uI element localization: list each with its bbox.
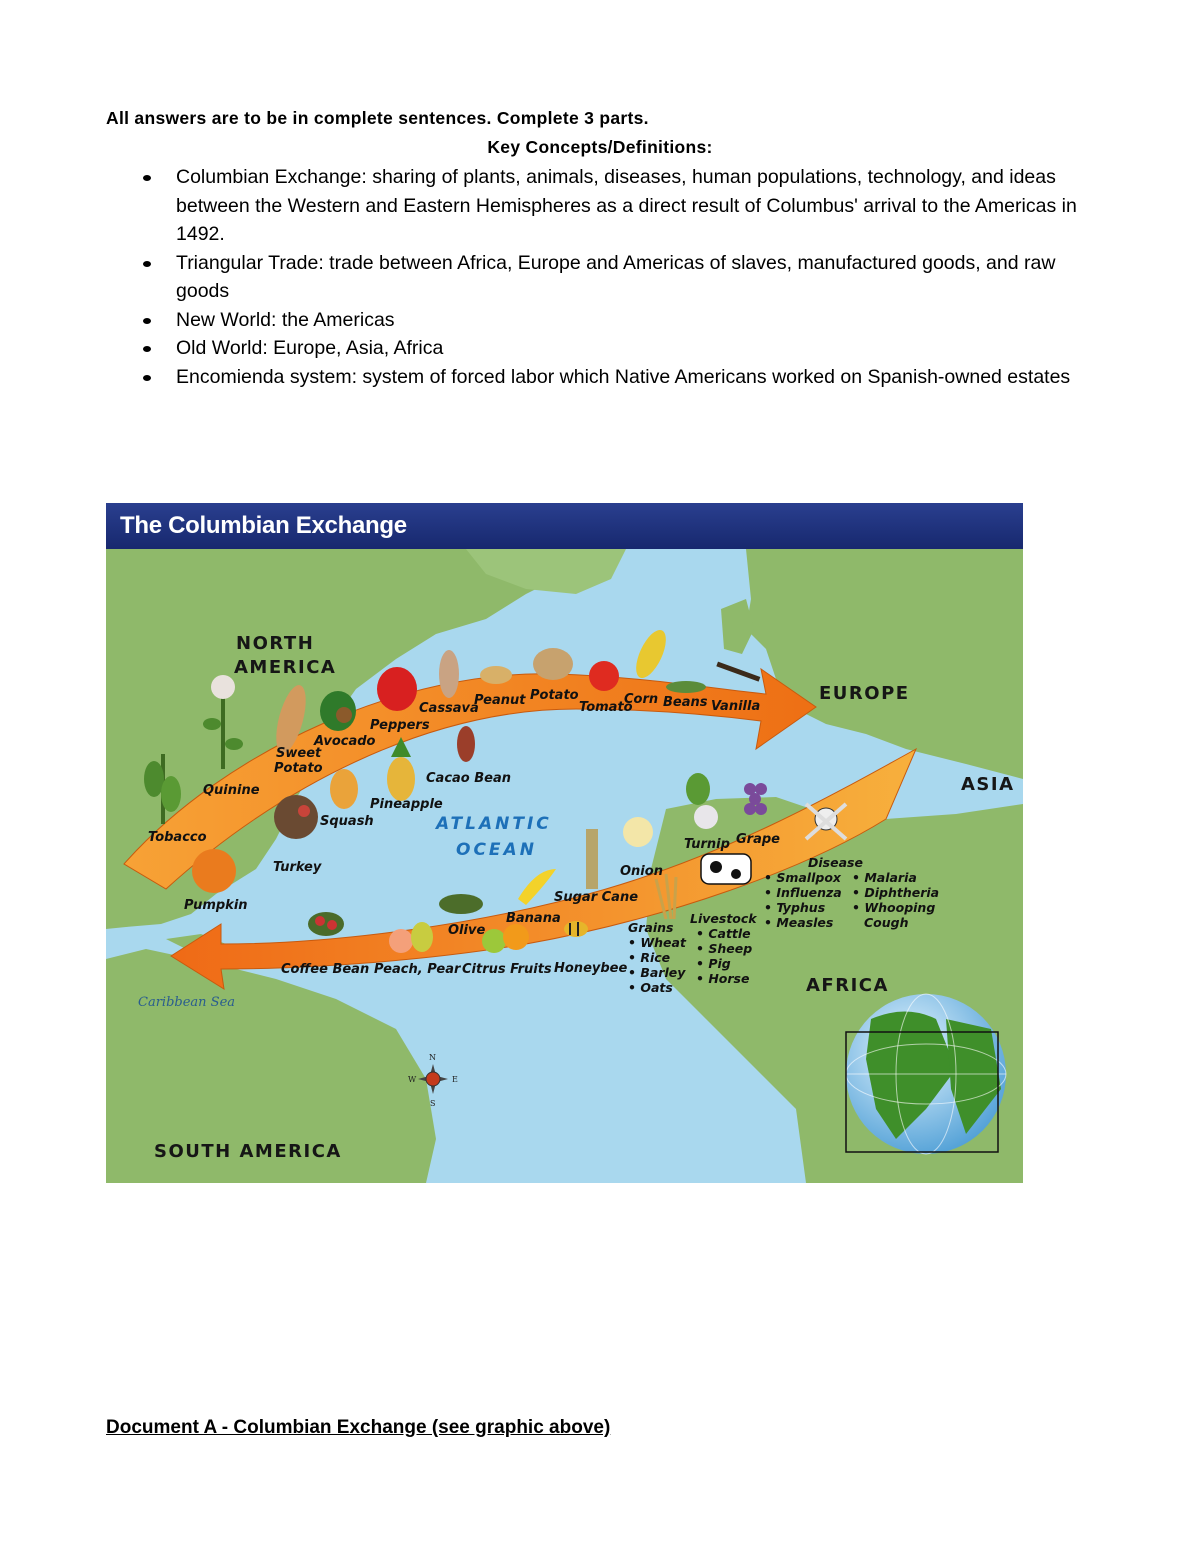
potato-icon <box>533 648 573 680</box>
definition-columbian-exchange: Columbian Exchange: sharing of plants, animals, diseases, human populations, technology, and ideas between the Western and Eastern Hemispheres as a direct result of Columbus' arrival to the Americas in 1492. <box>140 163 1100 249</box>
label-grape: Grape <box>736 832 780 847</box>
pumpkin-icon <box>192 849 236 893</box>
label-south-america: SOUTH AMERICA <box>154 1141 342 1162</box>
compass-w: W <box>408 1075 417 1084</box>
label-peach-pear: Peach, Pear <box>374 962 461 977</box>
key-concepts-title: Key Concepts/Definitions: <box>487 137 713 157</box>
livestock-cattle: • Cattle <box>696 926 751 941</box>
cacao-icon <box>457 726 475 762</box>
label-sugar-cane: Sugar Cane <box>554 890 639 905</box>
label-tobacco: Tobacco <box>148 830 207 845</box>
globe-icon <box>846 994 1006 1154</box>
livestock-sheep: • Sheep <box>696 941 753 956</box>
map-graphic <box>106 549 1023 1183</box>
definition-old-world: Old World: Europe, Asia, Africa <box>140 334 1100 363</box>
label-peanut: Peanut <box>474 693 526 708</box>
disease-typhus: • Typhus <box>764 900 826 915</box>
peppers-icon <box>377 667 417 711</box>
label-coffee: Coffee Bean <box>281 962 370 977</box>
label-avocado: Avocado <box>314 734 376 749</box>
label-north: NORTH <box>236 633 315 654</box>
label-grains: Grains <box>628 920 674 935</box>
label-ocean: OCEAN <box>456 840 537 860</box>
label-africa: AFRICA <box>806 975 889 996</box>
compass-n: N <box>429 1053 436 1062</box>
label-beans: Beans <box>663 695 708 710</box>
label-atlantic: ATLANTIC <box>436 814 552 834</box>
honeybee-icon <box>564 921 588 937</box>
label-europe: EUROPE <box>819 683 910 704</box>
label-turkey: Turkey <box>273 860 322 875</box>
label-asia: ASIA <box>961 774 1015 795</box>
beans-icon <box>666 681 706 693</box>
map-title: The Columbian Exchange <box>120 512 407 539</box>
disease-whooping: • Whooping <box>852 900 936 915</box>
label-potato-sweet: Potato <box>274 761 323 776</box>
cow-icon <box>701 854 751 884</box>
label-squash: Squash <box>320 814 374 829</box>
grain-barley: • Barley <box>628 965 686 980</box>
olive-icon <box>439 894 483 914</box>
compass-s: S <box>430 1099 436 1108</box>
label-pumpkin: Pumpkin <box>184 898 248 913</box>
instructions: All answers are to be in complete sentences. Complete 3 parts. <box>106 108 649 128</box>
definition-encomienda: Encomienda system: system of forced labor which Native Americans worked on Spanish-owned estates <box>140 363 1100 392</box>
label-banana: Banana <box>506 911 561 926</box>
label-quinine: Quinine <box>203 783 260 798</box>
disease-influenza: • Influenza <box>764 885 842 900</box>
label-onion: Onion <box>620 864 663 879</box>
onion-icon <box>623 817 653 847</box>
disease-malaria: • Malaria <box>852 870 917 885</box>
definitions-list <box>140 163 1100 391</box>
livestock-horse: • Horse <box>696 971 750 986</box>
label-disease: Disease <box>808 855 863 870</box>
squash-icon <box>330 769 358 809</box>
label-livestock: Livestock <box>690 911 757 926</box>
disease-measles: • Measles <box>764 915 834 930</box>
disease-diphtheria: • Diphtheria <box>852 885 940 900</box>
avocado-icon <box>320 691 356 731</box>
label-cacao: Cacao Bean <box>426 771 512 786</box>
compass-e: E <box>452 1075 458 1084</box>
label-citrus: Citrus Fruits <box>462 962 552 977</box>
label-honeybee: Honeybee <box>554 961 628 976</box>
peanut-icon <box>480 666 512 684</box>
label-peppers: Peppers <box>370 718 430 733</box>
grain-oats: • Oats <box>628 980 673 995</box>
label-tomato: Tomato <box>579 700 633 715</box>
turkey-icon <box>274 795 318 839</box>
label-olive: Olive <box>448 923 486 938</box>
label-america: AMERICA <box>234 657 337 678</box>
disease-cough: Cough <box>864 915 909 930</box>
label-cassava: Cassava <box>419 701 479 716</box>
grain-wheat: • Wheat <box>628 935 686 950</box>
label-vanilla: Vanilla <box>711 699 761 714</box>
definition-new-world: New World: the Americas <box>140 306 1100 335</box>
label-corn: Corn <box>624 692 659 707</box>
label-turnip: Turnip <box>684 837 730 852</box>
cassava-icon <box>439 650 459 698</box>
label-caribbean: Caribbean Sea <box>138 995 236 1010</box>
tomato-icon <box>589 661 619 691</box>
document-a-heading: Document A - Columbian Exchange (see graphic above) <box>106 1417 611 1438</box>
map-title-bar <box>106 503 1023 551</box>
coffee-icon <box>308 912 344 936</box>
sugar-cane-icon <box>586 829 598 889</box>
columbian-exchange-map <box>106 503 1023 1183</box>
disease-smallpox: • Smallpox <box>764 870 841 885</box>
livestock-pig: • Pig <box>696 956 731 971</box>
grain-rice: • Rice <box>628 950 671 965</box>
label-sweet: Sweet <box>276 746 322 761</box>
label-potato: Potato <box>530 688 579 703</box>
label-pineapple: Pineapple <box>370 797 443 812</box>
definition-triangular-trade: Triangular Trade: trade between Africa, Europe and Americas of slaves, manufactured goods, and raw goods <box>140 249 1100 306</box>
